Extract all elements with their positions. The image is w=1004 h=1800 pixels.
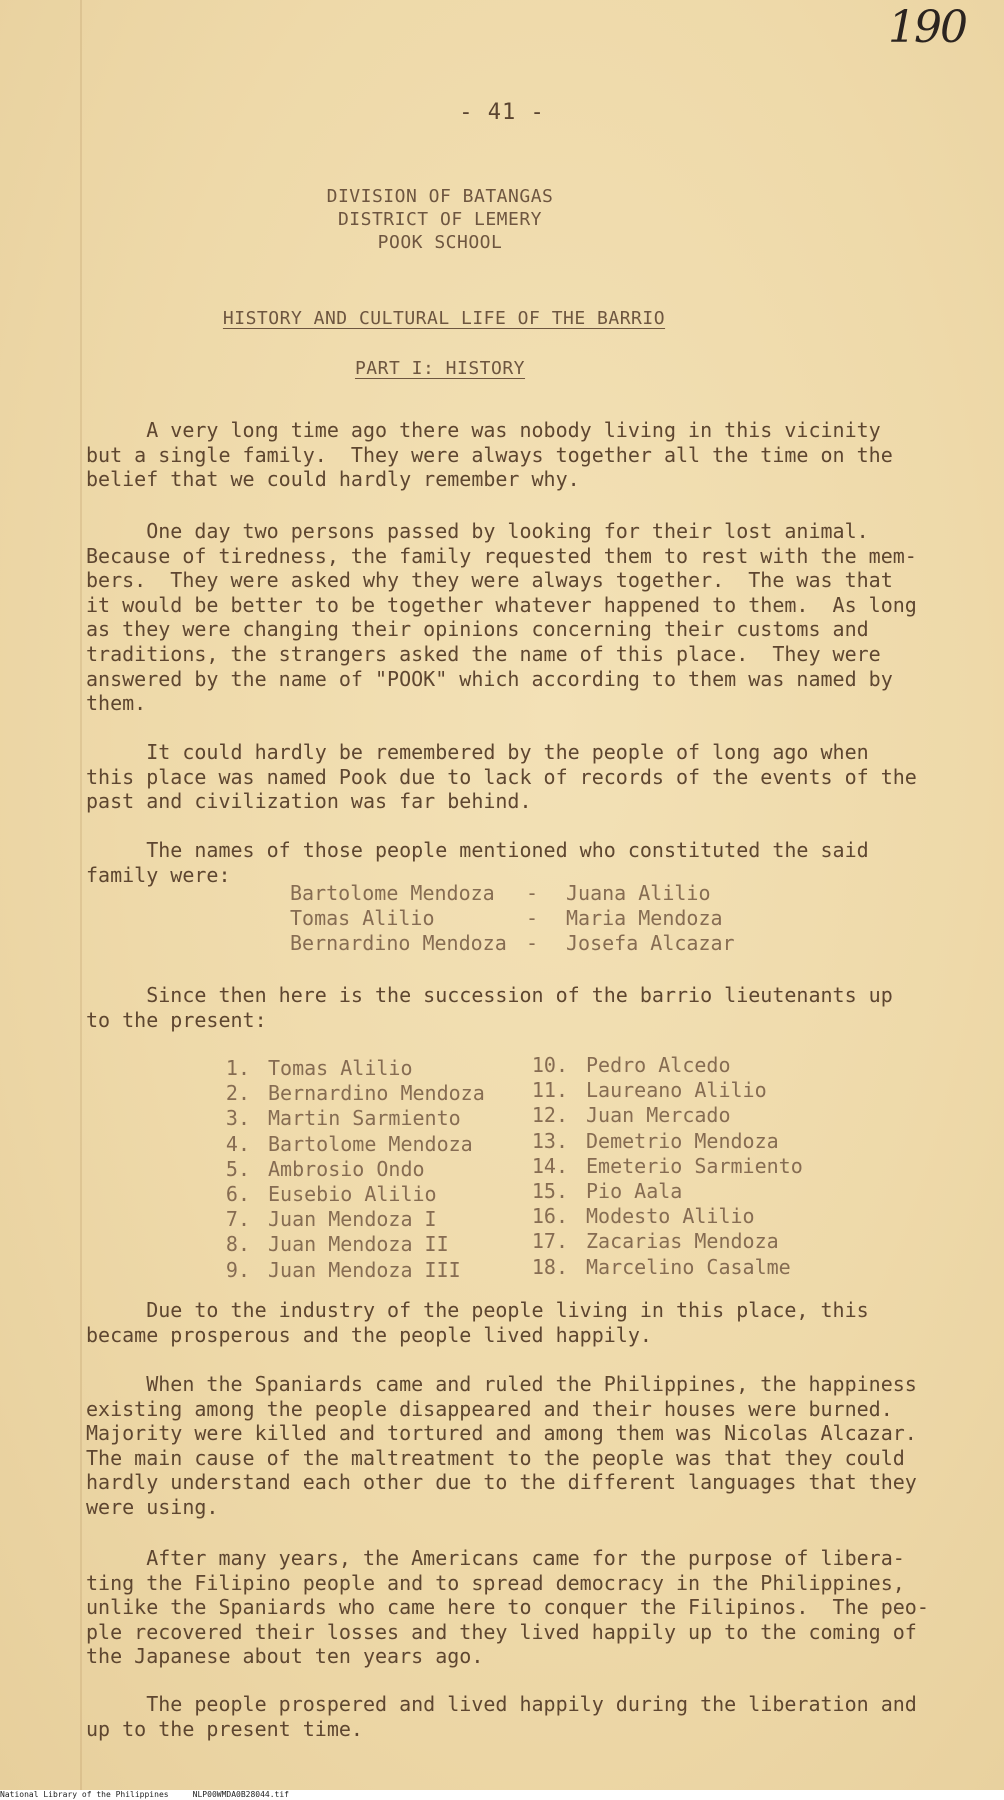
text-line: were using.: [86, 1494, 219, 1519]
text-line: traditions, the strangers asked the name of this place. They were: [86, 641, 881, 666]
lieutenant-name: Bernardino Mendoza: [268, 1081, 485, 1106]
text-line: family were:: [86, 862, 231, 887]
lieutenant-number: 3.: [225, 1106, 250, 1131]
lieutenant-entry: [214, 1258, 485, 1283]
handwritten-page-number: 190: [888, 2, 966, 53]
lieutenant-name: Bartolome Mendoza: [268, 1131, 473, 1156]
text-line: Majority were killed and tortured and among them was Nicolas Alcazar.: [86, 1421, 917, 1446]
lieutenant-number: 2.: [225, 1081, 250, 1106]
text-line: past and civilization was far behind.: [86, 789, 532, 814]
family-dash: -: [526, 906, 539, 930]
text-line: bers. They were asked why they were always together. The was that: [86, 568, 893, 593]
paragraph-3: [86, 740, 946, 814]
text-line: One day two persons passed by looking for their lost animal.: [86, 519, 869, 543]
archive-footer: [0, 1790, 1004, 1800]
lieutenant-entry: [214, 1056, 485, 1081]
paragraph-7: [86, 1372, 946, 1520]
lieutenant-name: Pio Aala: [586, 1179, 683, 1204]
lieutenant-entry: [520, 1078, 803, 1103]
lieutenant-name: Martin Sarmiento: [268, 1106, 461, 1131]
division-line: DIVISION OF BATANGAS: [326, 186, 554, 207]
family-row: [290, 881, 735, 906]
lieutenant-number: 12.: [531, 1103, 568, 1128]
lieutenant-name: Ambrosio Ondo: [268, 1156, 425, 1181]
text-line: to the present:: [86, 1007, 267, 1032]
family-row: [290, 906, 735, 931]
paragraph-8: [86, 1546, 946, 1669]
family-member-left: Bartolome Mendoza: [290, 881, 495, 905]
text-line: this place was named Pook due to lack of records of the events of the: [86, 764, 917, 789]
lieutenant-entry: [214, 1232, 485, 1257]
lieutenant-name: Eusebio Alilio: [268, 1182, 437, 1207]
family-dash: -: [526, 931, 539, 955]
family-member-left: Tomas Alilio: [290, 906, 435, 930]
lieutenant-name: Juan Mendoza I: [268, 1207, 437, 1232]
text-line: the Japanese about ten years ago.: [86, 1644, 484, 1669]
footer-library: National Library of the Philippines: [0, 1790, 169, 1799]
text-line: ting the Filipino people and to spread democracy in the Philippines,: [86, 1570, 905, 1595]
text-line: unlike the Spaniards who came here to conquer the Filipinos. The peo-: [86, 1595, 929, 1620]
lieutenant-entry: [520, 1103, 803, 1128]
text-line: as they were changing their opinions concerning their customs and: [86, 617, 869, 642]
text-line: but a single family. They were always together all the time on the: [86, 442, 893, 467]
lieutenant-entry: [214, 1132, 485, 1157]
lieutenant-name: Marcelino Casalme: [586, 1254, 791, 1279]
lieutenant-name: Modesto Alilio: [586, 1204, 755, 1229]
lieutenant-number: 13.: [531, 1128, 568, 1153]
paragraph-5: [86, 983, 946, 1032]
page-number: - 41 -: [459, 100, 545, 125]
lieutenant-number: 1.: [225, 1056, 250, 1080]
footer-file: NLP00WMDA0B28044.tif: [192, 1790, 289, 1799]
lieutenant-number: 7.: [225, 1207, 250, 1232]
lieutenant-name: Demetrio Mendoza: [586, 1128, 779, 1153]
family-dash: -: [526, 881, 539, 905]
family-row: [290, 931, 735, 956]
paragraph-9: [86, 1692, 946, 1741]
text-line: it would be better to be together whatever happened to them. As long: [86, 592, 917, 617]
lieutenant-entry: [520, 1179, 803, 1204]
lieutenant-number: 8.: [225, 1232, 250, 1257]
lieutenant-number: 18.: [531, 1254, 568, 1279]
paragraph-4: [86, 838, 946, 887]
lieutenant-entry: [520, 1204, 803, 1229]
lieutenant-name: Juan Mercado: [586, 1103, 731, 1128]
lieutenant-entry: [520, 1255, 803, 1280]
lieutenant-name: Pedro Alcedo: [586, 1053, 731, 1077]
text-line: Because of tiredness, the family requested them to rest with the mem-: [86, 543, 917, 568]
lieutenant-name: Juan Mendoza III: [268, 1257, 461, 1282]
text-line: existing among the people disappeared and their houses were burned.: [86, 1396, 893, 1421]
text-line: belief that we could hardly remember why.: [86, 467, 580, 492]
lieutenant-entry: [520, 1053, 803, 1078]
paragraph-1: [86, 418, 946, 492]
text-line: The names of those people mentioned who constituted the said: [86, 838, 869, 862]
text-line: When the Spaniards came and ruled the Philippines, the happiness: [86, 1372, 917, 1396]
lieutenant-number: 14.: [531, 1153, 568, 1178]
lieutenant-entry: [520, 1154, 803, 1179]
lieutenant-name: Zacarias Mendoza: [586, 1229, 779, 1254]
text-line: hardly understand each other due to the different languages that they: [86, 1470, 917, 1495]
lieutenant-number: 9.: [225, 1257, 250, 1282]
lieutenant-number: 4.: [225, 1131, 250, 1156]
family-member-right: Josefa Alcazar: [566, 931, 735, 955]
lieutenant-number: 10.: [531, 1053, 568, 1077]
lieutenants-list-right: [520, 1053, 803, 1280]
text-line: Due to the industry of the people living in this place, this: [86, 1298, 869, 1322]
part-heading: PART I: HISTORY: [354, 358, 526, 379]
lieutenant-entry: [214, 1157, 485, 1182]
school-line: POOK SCHOOL: [377, 232, 503, 253]
page-fold-line: [80, 0, 82, 1790]
lieutenant-number: 11.: [531, 1078, 568, 1103]
text-line: The main cause of the maltreatment to the people was that they could: [86, 1445, 905, 1470]
text-line: ple recovered their losses and they lived happily up to the coming of: [86, 1619, 917, 1644]
lieutenant-entry: [214, 1081, 485, 1106]
lieutenant-entry: [214, 1207, 485, 1232]
paragraph-6: [86, 1298, 946, 1347]
family-members-list: [290, 881, 735, 956]
paragraph-2: [86, 519, 946, 716]
lieutenant-name: Laureano Alilio: [586, 1078, 767, 1103]
family-member-left: Bernardino Mendoza: [290, 931, 507, 955]
text-line: After many years, the Americans came for the purpose of libera-: [86, 1546, 905, 1570]
lieutenant-entry: [520, 1129, 803, 1154]
lieutenant-name: Tomas Alilio: [268, 1056, 413, 1080]
lieutenant-number: 6.: [225, 1182, 250, 1207]
family-member-right: Juana Alilio: [566, 881, 711, 905]
text-line: Since then here is the succession of the barrio lieutenants up: [86, 983, 893, 1007]
school-header: [0, 185, 880, 254]
text-line: answered by the name of "POOK" which according to them was named by: [86, 666, 893, 691]
lieutenant-entry: [520, 1229, 803, 1254]
lieutenant-entry: [214, 1182, 485, 1207]
document-title: HISTORY AND CULTURAL LIFE OF THE BARRIO: [222, 308, 666, 329]
district-line: DISTRICT OF LEMERY: [337, 209, 543, 230]
text-line: A very long time ago there was nobody living in this vicinity: [86, 418, 881, 442]
lieutenant-name: Juan Mendoza II: [268, 1232, 449, 1257]
text-line: It could hardly be remembered by the people of long ago when: [86, 740, 869, 764]
lieutenant-number: 15.: [531, 1179, 568, 1204]
lieutenant-number: 17.: [531, 1229, 568, 1254]
text-line: became prosperous and the people lived happily.: [86, 1322, 652, 1347]
text-line: The people prospered and lived happily during the liberation and: [86, 1692, 917, 1716]
text-line: them.: [86, 691, 147, 716]
text-line: up to the present time.: [86, 1716, 388, 1741]
family-member-right: Maria Mendoza: [566, 906, 723, 930]
lieutenant-number: 16.: [531, 1204, 568, 1229]
lieutenants-list-left: [214, 1056, 485, 1283]
lieutenant-number: 5.: [225, 1156, 250, 1181]
lieutenant-name: Emeterio Sarmiento: [586, 1153, 803, 1178]
lieutenant-entry: [214, 1106, 485, 1131]
